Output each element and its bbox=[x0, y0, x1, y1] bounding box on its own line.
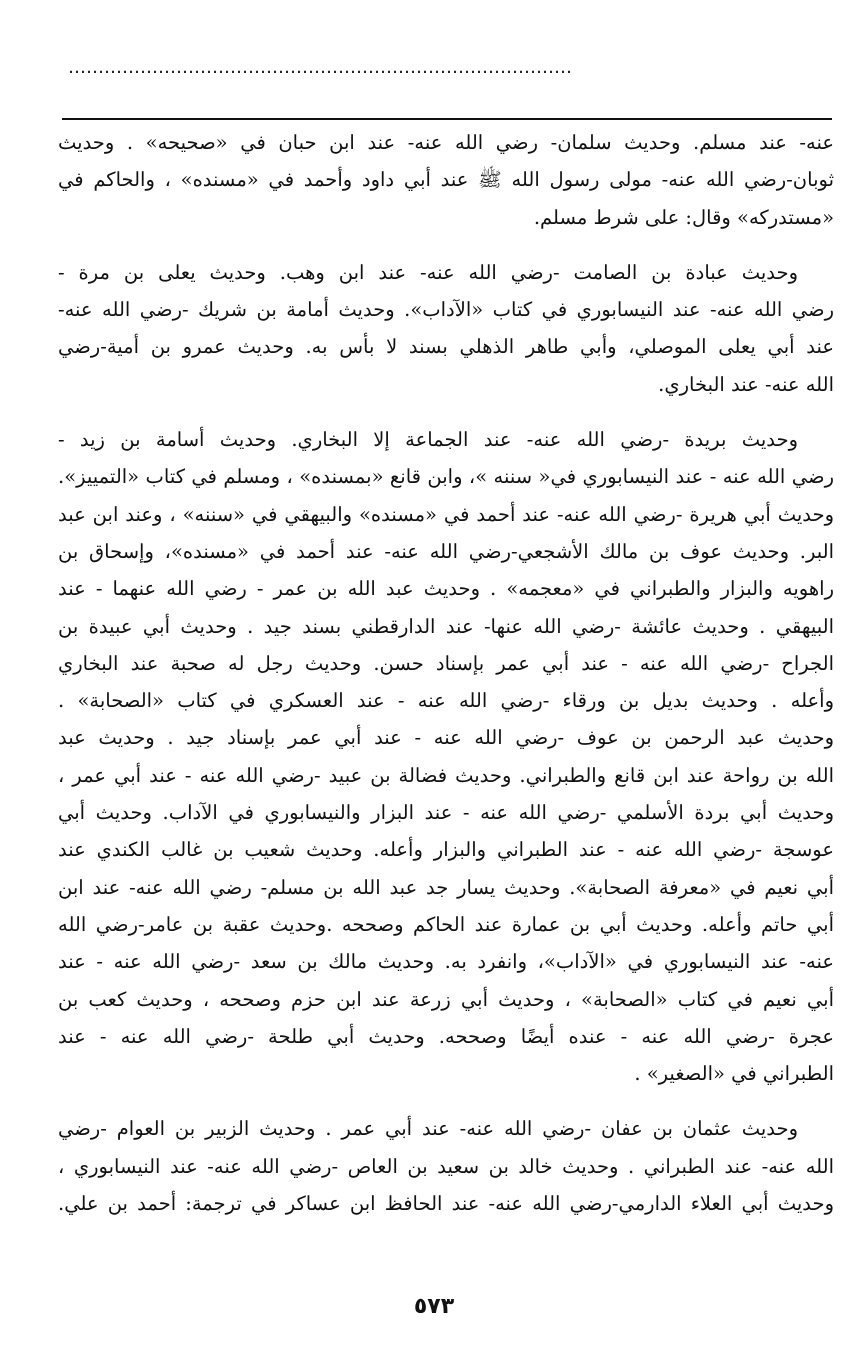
text-line: البر. وحديث عوف بن مالك الأشجعي-رضي الله عنه- عند أحمد في «مسنده»، وإسحاق بن bbox=[58, 539, 834, 563]
text-line: وحديث عبد الرحمن بن عوف -رضي الله عنه - عند أبي عمر بإسناد جيد . وحديث عبد bbox=[58, 726, 834, 750]
text-line: أبي نعيم في كتاب «الصحابة» ، وحديث أبي زرعة عند ابن حزم وصححه ، وحديث كعب بن bbox=[58, 987, 834, 1011]
text-line: عوسجة -رضي الله عنه - عند الطبراني والبزار وأعله. وحديث شعيب بن غالب الكندي عند bbox=[58, 838, 834, 862]
dotted-separator: ………………………………………………………………………… bbox=[68, 57, 572, 78]
paragraph-4 bbox=[58, 1110, 834, 1222]
footnote-rule bbox=[62, 118, 832, 120]
text-line: الله بن رواحة عند ابن قانع والطبراني. وحديث فضالة بن عبيد -رضي الله عنه - عند أبي عمر ، bbox=[58, 763, 834, 787]
text-line: وأعله . وحديث بديل بن ورقاء -رضي الله عنه - عند العسكري في كتاب «الصحابة» . bbox=[58, 689, 834, 713]
footnote-text bbox=[58, 124, 834, 1222]
text-line: وحديث عبادة بن الصامت -رضي الله عنه- عند ابن وهب. وحديث يعلى بن مرة - bbox=[58, 260, 798, 284]
text-line: وحديث أبي العلاء الدارمي-رضي الله عنه- عند الحافظ ابن عساكر في ترجمة: أحمد بن علي. bbox=[58, 1192, 834, 1216]
text-line: راهويه والبزار والطبراني في «معجمه» . وحديث عبد الله بن عمر - رضي الله عنهما - عند bbox=[58, 577, 834, 601]
text-line: رضي الله عنه- عند النيسابوري في كتاب «الآداب». وحديث أمامة بن شريك -رضي الله عنه- bbox=[58, 298, 834, 322]
text-line: رضي الله عنه - عند النيسابوري في« سننه »، وابن قانع «بمسنده» ، ومسلم في كتاب «التمييز». bbox=[58, 465, 834, 489]
page-number: ٥٧٣ bbox=[413, 1294, 455, 1319]
text-line: الجراح -رضي الله عنه - عند أبي عمر بإسناد حسن. وحديث رجل له صحبة عند البخاري bbox=[58, 651, 834, 675]
text-line: عنه- عند مسلم. وحديث سلمان- رضي الله عنه- عند ابن حبان في «صحيحه» . وحديث bbox=[58, 131, 834, 154]
paragraph-3 bbox=[58, 421, 834, 1092]
paragraph-1 bbox=[58, 124, 834, 236]
text-line: ثوبان-رضي الله عنه- مولى رسول الله ﷺ عند أبي داود وأحمد في «مسنده» ، والحاكم في bbox=[58, 168, 834, 192]
text-line: «مستدركه» وقال: على شرط مسلم. bbox=[533, 205, 834, 229]
text-line: وحديث بريدة -رضي الله عنه- عند الجماعة إلا البخاري. وحديث أسامة بن زيد - bbox=[58, 428, 798, 452]
text-line: عجرة -رضي الله عنه - عنده أيضًا وصححه. وحديث أبي طلحة -رضي الله عنه - عند bbox=[58, 1024, 834, 1048]
text-line: عند أبي يعلى الموصلي، وأبي طاهر الذهلي بسند لا بأس به. وحديث عمرو بن أمية-رضي bbox=[58, 335, 834, 359]
text-line: عنه- عند النيسابوري في «الآداب»، وانفرد به. وحديث مالك بن سعد -رضي الله عنه - عند bbox=[58, 950, 834, 974]
text-line: أبي حاتم وأعله. وحديث أبي بن عمارة عند الحاكم وصححه .وحديث عقبة بن عامر-رضي الله bbox=[58, 912, 834, 936]
paragraph-2 bbox=[58, 254, 834, 403]
text-line: الطبراني في «الصغير» . bbox=[634, 1062, 834, 1086]
text-line: وحديث عثمان بن عفان -رضي الله عنه- عند أبي عمر . وحديث الزبير بن العوام -رضي bbox=[58, 1117, 798, 1141]
text-line: البيهقي . وحديث عائشة -رضي الله عنها- عند الدارقطني بسند جيد . وحديث أبي عبيدة بن bbox=[58, 614, 834, 638]
text-line: الله عنه- عند الطبراني . وحديث خالد بن سعيد بن العاص -رضي الله عنه- عند النيسابوري ، bbox=[58, 1154, 834, 1178]
text-line: أبي نعيم في «معرفة الصحابة». وحديث يسار جد عبد الله بن مسلم- رضي الله عنه- عند ابن bbox=[58, 875, 834, 899]
text-line: الله عنه- عند البخاري. bbox=[658, 372, 834, 396]
text-line: وحديث أبي بردة الأسلمي -رضي الله عنه - عند البزار والنيسابوري في الآداب. وحديث أبي bbox=[58, 801, 834, 825]
text-line: وحديث أبي هريرة -رضي الله عنه- عند أحمد في «مسنده» والبيهقي في «سننه» ، وعند ابن عبد bbox=[58, 502, 834, 526]
